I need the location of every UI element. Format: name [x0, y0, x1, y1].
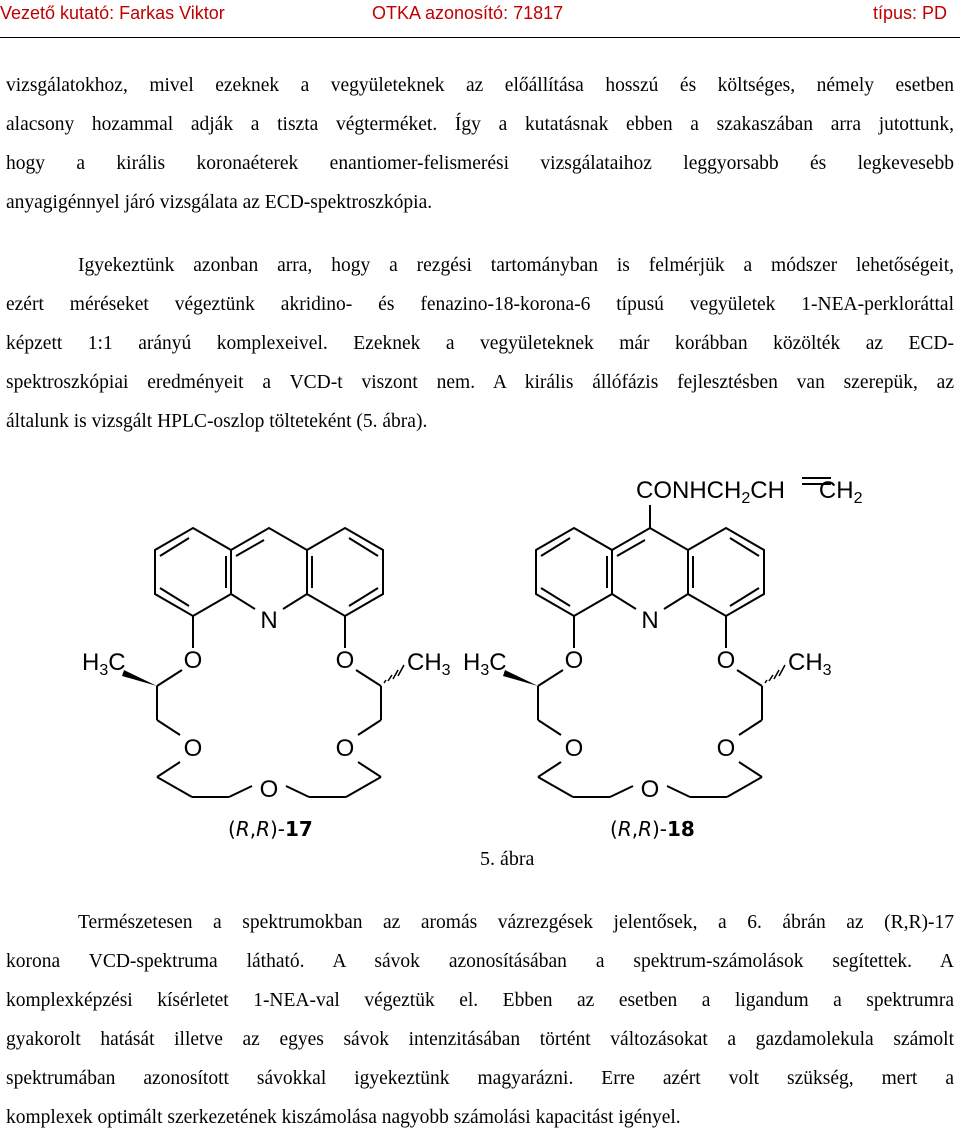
text-line: hogy a királis koronaéterek enantiomer-felismerési vizsgálataihoz leggyorsabb és legkevesebb: [6, 153, 954, 174]
header-otka-id: OTKA azonosító: 71817: [372, 3, 564, 23]
wedge-bond: [503, 670, 538, 686]
text-line: komplexképzési kísérletet 1-NEA-val végeztük el. Ebben az esetben a ligandum a spektrumra: [6, 990, 954, 1011]
text-line: Igyekeztünk azonban arra, hogy a rezgési tartományban is felmérjük a módszer lehetőségeit,: [78, 255, 954, 276]
text-line: általunk is vizsgált HPLC-oszlop tölteteként (5. ábra).: [6, 411, 428, 432]
hash-bond: [765, 665, 785, 683]
text-line: komplexek optimált szerkezetének kiszámolása nagyobb számolási kapacitást igényel.: [6, 1107, 681, 1128]
text-line: alacsony hozammal adják a tiszta végterméket. Így a kutatásnak ebben a szakaszában arra jutottunk,: [6, 114, 954, 135]
header-type: típus: PD: [873, 3, 948, 23]
header-researcher: Vezető kutató: Farkas Viktor: [0, 3, 225, 23]
compound-label-18: (R,R)-18: [610, 817, 695, 841]
hash-bond: [384, 665, 404, 683]
methyl-group-right: $CH_3$: [788, 649, 832, 679]
oxygen-atom: O: [335, 735, 355, 762]
text-line: spektroszkópiai eredményeit a VCD-t viszont nem. A királis állófázis fejlesztésben van szerepük, az: [6, 372, 954, 393]
methyl-group-left: $H_3C$: [463, 649, 507, 679]
figure-caption: 5. ábra: [480, 848, 535, 870]
compound-label-17: (R,R)-17: [228, 817, 313, 841]
methyl-group-right: $CH_3$: [407, 649, 451, 679]
oxygen-atom: O: [183, 647, 203, 674]
oxygen-atom: O: [183, 735, 203, 762]
text-line: Természetesen a spektrumokban az aromás vázrezgések jelentősek, a 6. ábrán az (R,R)-17: [78, 912, 954, 933]
amide-substituent: $CONHCH_2CH$ $CH_2$: [636, 477, 863, 507]
text-line: spektrumában azonosított sávokkal igyekeztünk magyarázni. Erre azért volt szükség, mert a: [6, 1068, 954, 1089]
page-header: [0, 0, 960, 34]
header-rule: [0, 37, 960, 38]
methyl-group-left: $H_3C$: [82, 649, 126, 679]
oxygen-atom: O: [564, 735, 584, 762]
paragraph-1: [6, 66, 954, 222]
paragraph-3: [6, 903, 954, 1137]
oxygen-atom: O: [335, 647, 355, 674]
text-line: képzett 1:1 arányú komplexeivel. Ezeknek a vegyületeknek már korábban közölték az ECD-: [6, 333, 954, 354]
text-line: korona VCD-spektruma látható. A sávok azonosításában a spektrum-számolások segítettek. A: [6, 951, 954, 972]
text-line: anyagigénnyel járó vizsgálata az ECD-spektroszkópia.: [6, 192, 433, 213]
text-line: vizsgálatokhoz, mivel ezeknek a vegyületeknek az előállítása hosszú és költséges, némely esetben: [6, 75, 954, 96]
oxygen-atom: O: [259, 776, 279, 803]
oxygen-atom: O: [640, 776, 660, 803]
oxygen-atom: O: [716, 735, 736, 762]
nitrogen-atom: N: [641, 607, 659, 634]
figure-5: [0, 460, 960, 890]
atom-labels-17: [82, 607, 451, 803]
oxygen-atom: O: [564, 647, 584, 674]
atom-labels-18: [463, 477, 863, 803]
chemical-structures: [0, 460, 960, 890]
oxygen-atom: O: [716, 647, 736, 674]
nitrogen-atom: N: [260, 607, 278, 634]
text-line: ezért méréseket végeztünk akridino- és fenazino-18-korona-6 típusú vegyületek 1-NEA-perkloráttal: [6, 294, 954, 315]
paragraph-2: [6, 246, 954, 441]
text-line: gyakorolt hatását illetve az egyes sávok intenzitásában történt változásokat a gazdamolekula számolt: [6, 1029, 954, 1050]
wedge-bond: [122, 670, 157, 686]
